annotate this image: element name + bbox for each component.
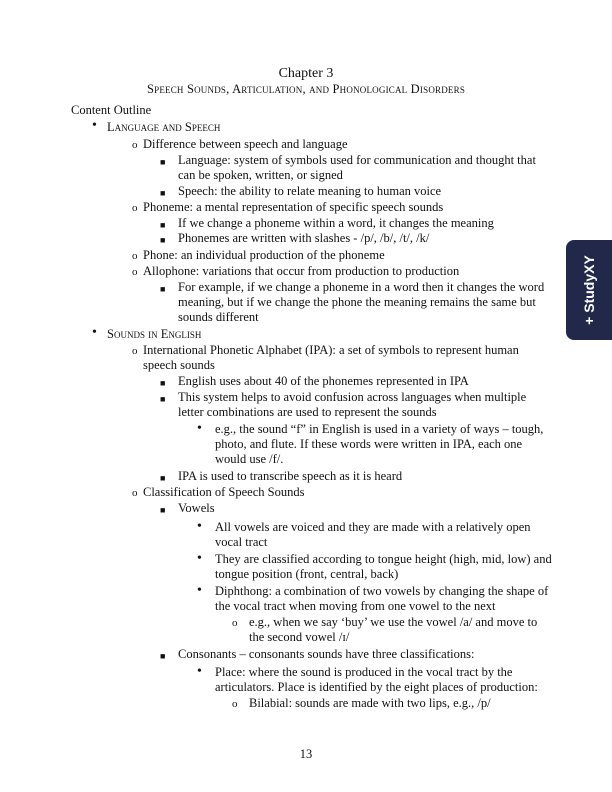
outline-item: sounds different [178, 310, 259, 324]
bullet-square-icon: ■ [160, 188, 166, 198]
section-heading: Sounds in English [107, 327, 202, 341]
outline-item: International Phonetic Alphabet (IPA): a set of symbols to represent human [143, 343, 519, 357]
outline-item: English uses about 40 of the phonemes represented in IPA [178, 374, 469, 388]
bullet-square-icon: ■ [160, 378, 166, 388]
bullet-circle-icon: o [132, 202, 138, 214]
bullet-dot-icon: • [197, 519, 202, 534]
outline-item: the vocal tract when moving from one vowel to the next [215, 599, 496, 613]
section-heading: Language and Speech [107, 120, 221, 134]
bullet-dot-icon: • [197, 583, 202, 598]
bullet-square-icon: ■ [160, 394, 166, 404]
bullet-circle-icon: o [132, 345, 138, 357]
outline-item: For example, if we change a phoneme in a word then it changes the word [178, 280, 545, 294]
outline-title: Content Outline [71, 103, 152, 117]
plus-icon: + [581, 312, 597, 325]
outline-item: letter combinations are used to represent the sounds [178, 405, 437, 419]
outline-item: Bilabial: sounds are made with two lips, e.g., /p/ [249, 696, 491, 710]
outline-item: photo, and flute. If these words were written in IPA, each one [215, 437, 523, 451]
outline-item: Allophone: variations that occur from production to production [143, 264, 460, 278]
studyxy-logo [581, 255, 597, 325]
bullet-square-icon: ■ [160, 157, 166, 167]
bullet-circle-icon: o [132, 139, 138, 151]
outline-item: Phoneme: a mental representation of specific speech sounds [143, 200, 444, 214]
studyxy-label: StudyXY [581, 255, 597, 313]
bullet-square-icon: ■ [160, 284, 166, 294]
outline-item: Speech: the ability to relate meaning to human voice [178, 184, 442, 198]
outline-item: the second vowel /ɪ/ [249, 630, 350, 644]
bullet-circle-icon: o [132, 266, 138, 278]
outline-item: Vowels [178, 501, 215, 515]
bullet-dot-icon: • [92, 325, 97, 340]
bullet-dot-icon: • [92, 118, 97, 133]
bullet-circle-icon: o [232, 617, 238, 629]
outline-item: Language: system of symbols used for communication and thought that [178, 153, 536, 167]
outline-item: Phonemes are written with slashes - /p/, /b/, /t/, /k/ [178, 231, 430, 245]
bullet-dot-icon: • [197, 664, 202, 679]
bullet-dot-icon: • [197, 551, 202, 566]
outline-item: e.g., when we say ‘buy’ we use the vowel /a/ and move to [249, 615, 538, 629]
chapter-title: Speech Sounds, Articulation, and Phonological Disorders [146, 82, 466, 96]
bullet-square-icon: ■ [160, 235, 166, 245]
outline-item: meaning, but if we change the phone the meaning remains the same but [178, 295, 536, 309]
bullet-circle-icon: o [132, 250, 138, 262]
outline-item: would use /f/. [215, 452, 284, 466]
bullet-circle-icon: o [232, 698, 238, 710]
outline-item: This system helps to avoid confusion across languages when multiple [178, 390, 527, 404]
bullet-square-icon: ■ [160, 473, 166, 483]
bullet-square-icon: ■ [160, 220, 166, 230]
bullet-circle-icon: o [132, 487, 138, 499]
outline-item: All vowels are voiced and they are made with a relatively open [215, 520, 531, 534]
outline-item: Difference between speech and language [143, 137, 348, 151]
outline-item: Classification of Speech Sounds [143, 485, 305, 499]
bullet-dot-icon: • [197, 421, 202, 436]
outline-item: Place: where the sound is produced in the vocal tract by the [215, 665, 513, 679]
bullet-square-icon: ■ [160, 651, 166, 661]
page-number: 13 [299, 747, 313, 761]
outline-item: Phone: an individual production of the phoneme [143, 248, 385, 262]
chapter-label: Chapter 3 [278, 66, 334, 81]
outline-item: Consonants – consonants sounds have three classifications: [178, 647, 475, 661]
outline-item: vocal tract [215, 535, 268, 549]
outline-item: articulators. Place is identified by the eight places of production: [215, 680, 538, 694]
outline-item: speech sounds [143, 358, 215, 372]
outline-item: They are classified according to tongue height (high, mid, low) and [215, 552, 552, 566]
outline-item: can be spoken, written, or signed [178, 168, 343, 182]
bullet-square-icon: ■ [160, 505, 166, 515]
outline-item: IPA is used to transcribe speech as it is heard [178, 469, 403, 483]
outline-item: e.g., the sound “f” in English is used in a variety of ways – tough, [215, 422, 544, 436]
studyxy-side-tab[interactable] [566, 240, 612, 340]
outline-item: Diphthong: a combination of two vowels by changing the shape of [215, 584, 549, 598]
outline-item: If we change a phoneme within a word, it changes the meaning [178, 216, 494, 230]
outline-item: tongue position (front, central, back) [215, 567, 399, 581]
